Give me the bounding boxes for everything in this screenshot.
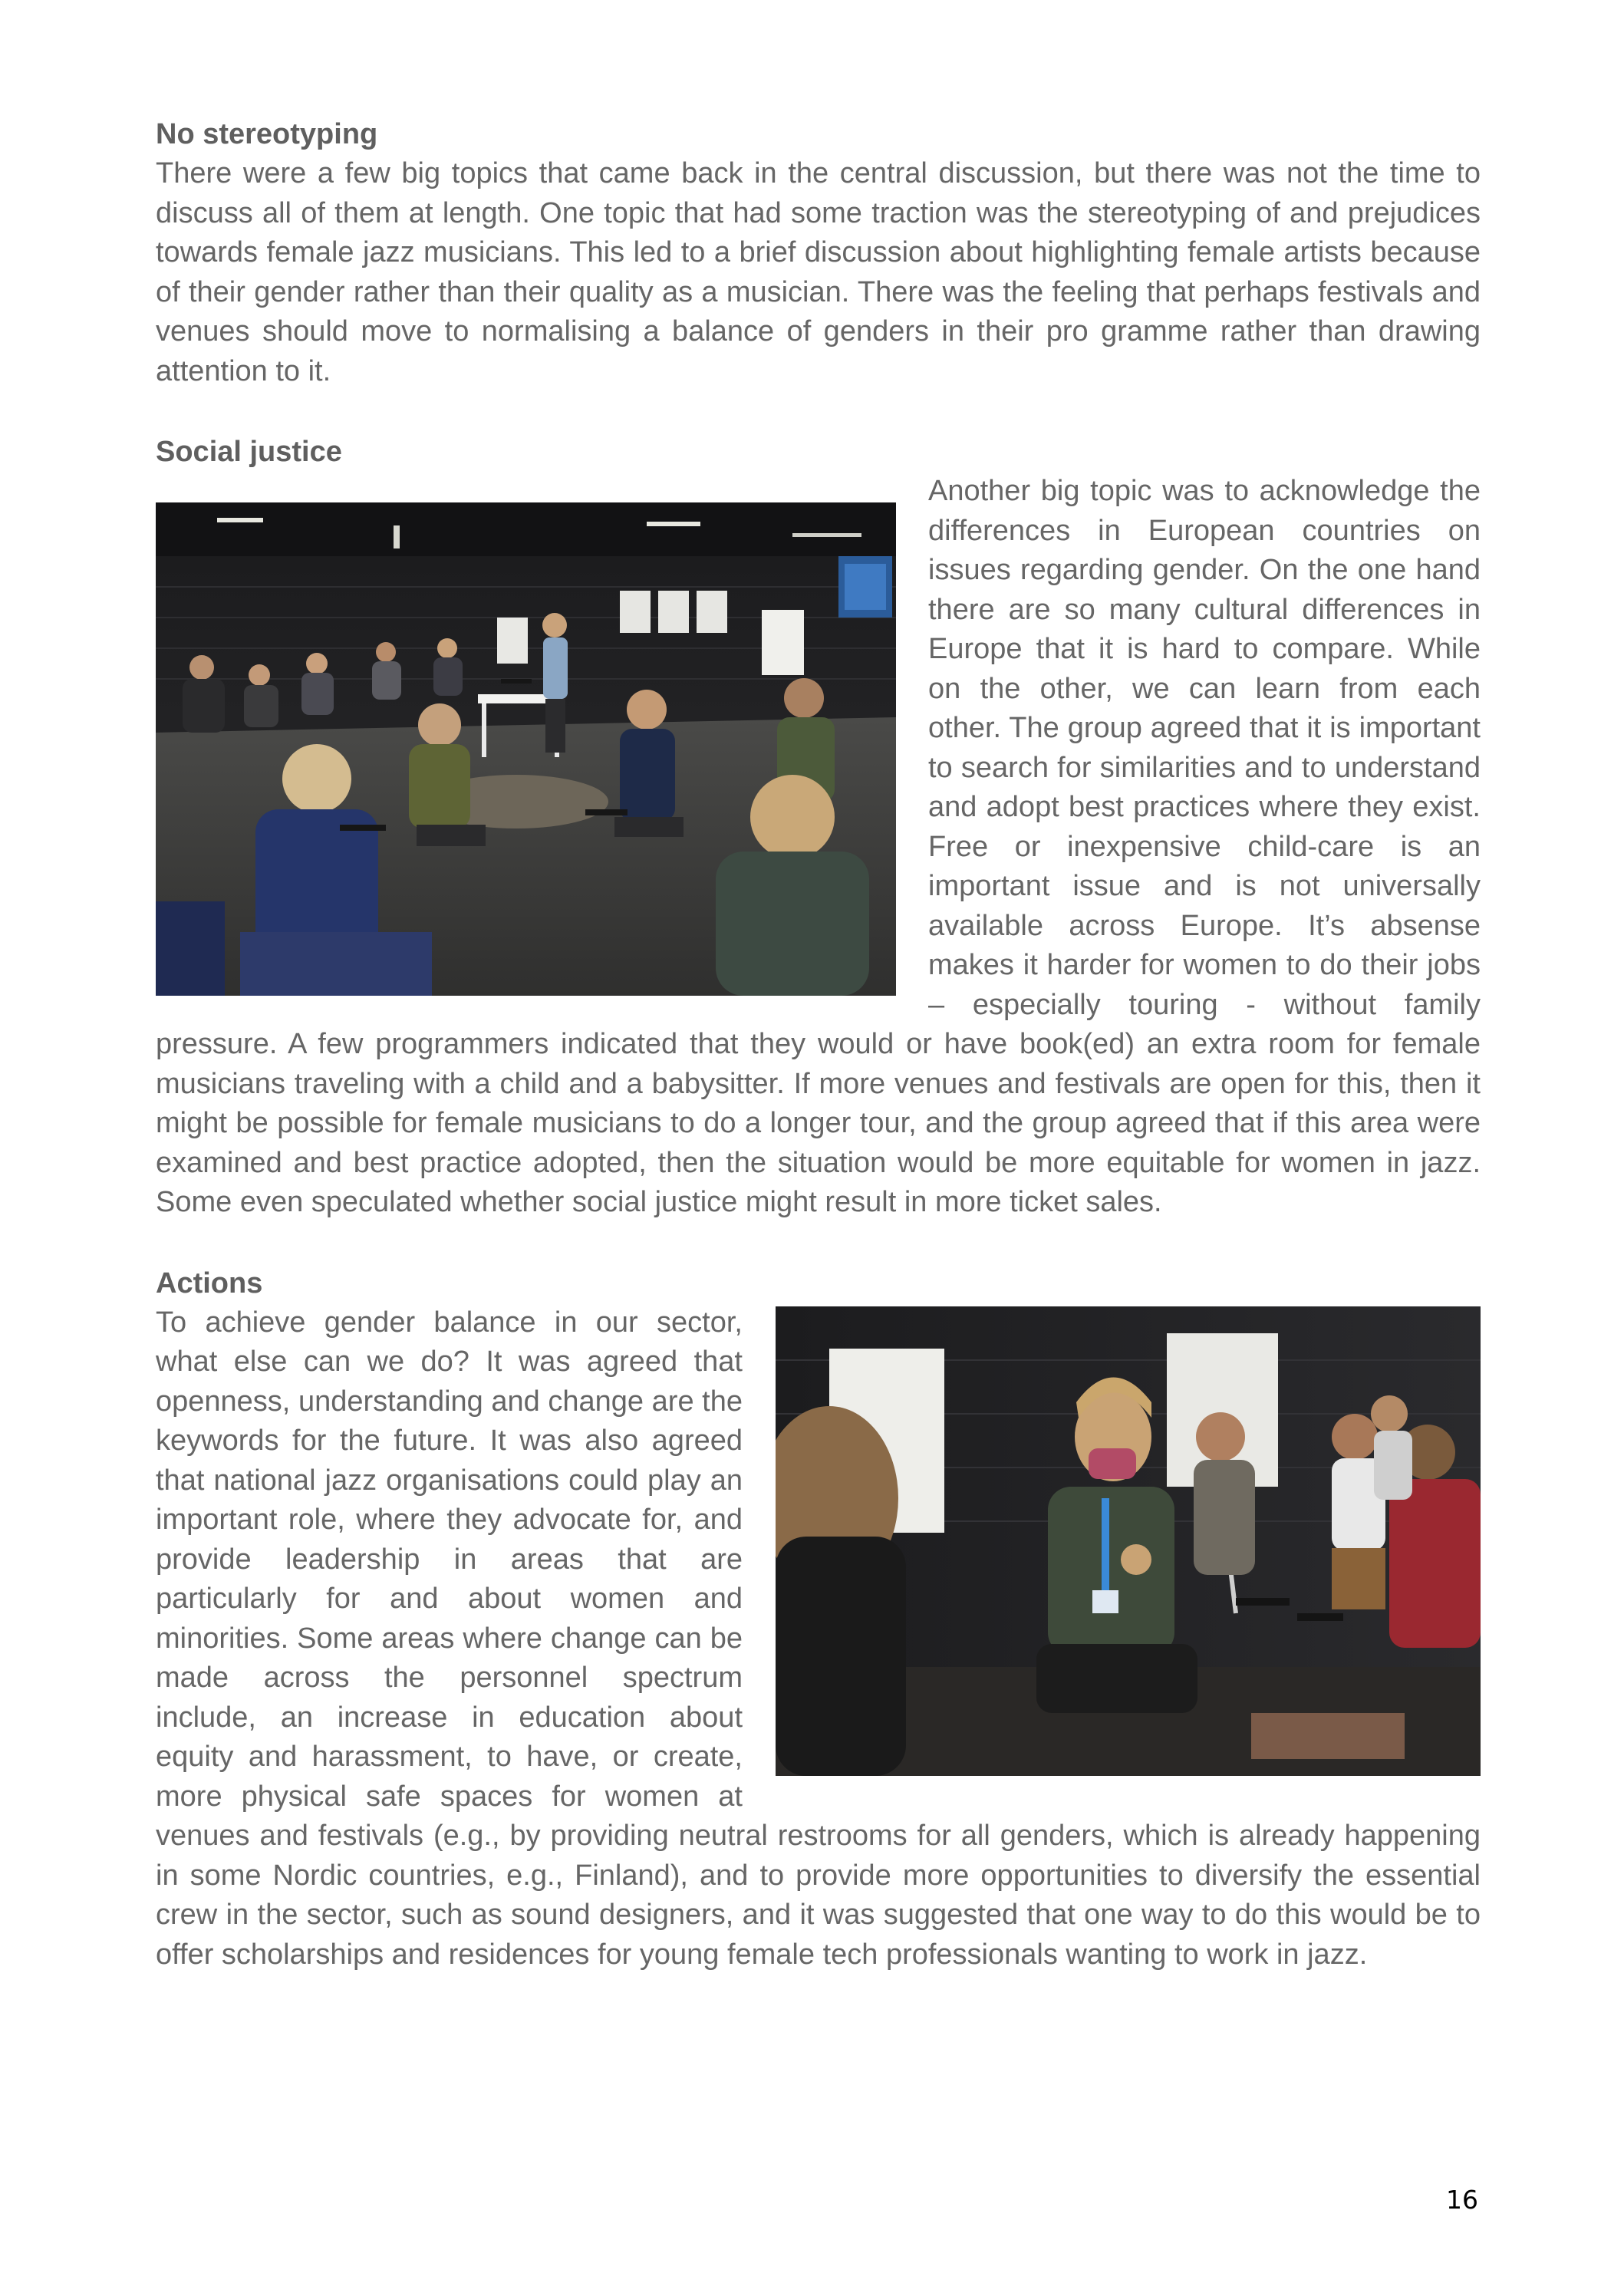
speaker-discussion-photo [776, 1306, 1481, 1776]
paragraph: There were a few big topics that came back in the central discussion, but there was not the time to discuss all of them at length. One topic that had some traction was the stereotyping of and prejudices towards female jazz musicians. This led to a brief discussion about highlighting female artists because of their gender rather than their quality as a musician. There was the feeling that perhaps festivals and venues should move to normalising a balance of genders in their pro gramme rather than drawing attention to it. [156, 157, 1481, 387]
section-heading: No stereotyping [156, 118, 378, 150]
section-no-stereotyping [156, 115, 1481, 391]
section-heading: Social justice [156, 436, 342, 468]
page-content [156, 115, 1481, 1975]
paragraph: Another big topic was to acknowledge the differences in European countries on issues regarding gender. On the one hand there are so many cultural differences in Europe that it is hard to compare. While on the other, we can learn from each other. The group agreed that it is important to search for similarities and to understand and adopt best practices where they exist. Free or inexpensive child-care is an important issue and is not universally available across Europe. It’s absense makes it harder for women to do their jobs – especially touring - without family pressure. A few programmers indicated that they would or have book(ed) an extra room for female musicians traveling with a child and a babysitter. If more venues and festivals are open for this, then it might be possible for female musicians to do a longer tour, and the group agreed that if this area were examined and best practice adopted, then the situation would be more equitable for women in jazz. Some even speculated whether social justice might result in more ticket sales. [156, 475, 1481, 1218]
section-social-justice [156, 433, 1481, 1223]
page-number: 16 [1446, 2185, 1478, 2215]
section-actions [156, 1264, 1481, 1975]
section-heading: Actions [156, 1267, 263, 1300]
paragraph: To achieve gender balance in our sector, what else can we do? It was agreed that openness, understanding and change are the keywords for the future. It was also agreed that national jazz organisations could play an important role, where they advocate for, and provide leadership in areas that are particularly for and about women and minorities. Some areas where change can be made across the personnel spectrum include, an increase in education about equity and harassment, to have, or create, more physical safe spaces for women at venues and festivals (e.g., by providing neutral restrooms for all genders, which is already happening in some Nordic countries, e.g., Finland), and to provide more opportunities to diversify the essential crew in the sector, such as sound designers, and it was suggested that one way to do this would be to offer scholarships and residences for young female tech professionals wanting to work in jazz. [156, 1306, 1481, 1971]
workshop-circle-photo [156, 502, 896, 996]
